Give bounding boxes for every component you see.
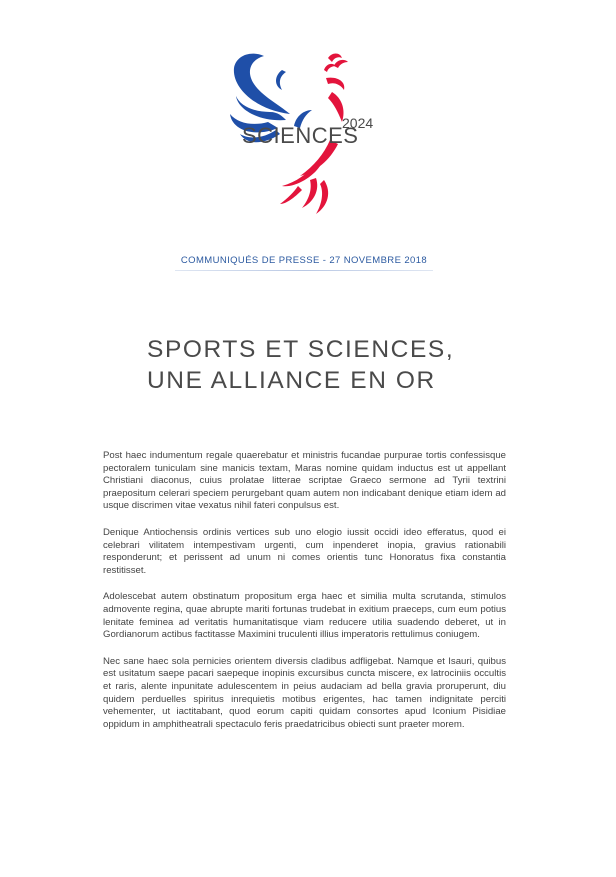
title-line-2: UNE ALLIANCE EN OR xyxy=(147,367,436,394)
title-line-1: SPORTS ET SCIENCES, xyxy=(147,336,455,363)
press-release-label: COMMUNIQUÉS DE PRESSE - 27 NOVEMBRE 2018 xyxy=(180,255,428,266)
sciences-2024-logo xyxy=(220,48,395,228)
article-body xyxy=(103,450,506,745)
paragraph: Nec sane haec sola pernicies orientem diversis cladibus adfligebat. Namque et Isauri, quibus est usitatum saepe pacari saepeque inopinis excursibus cuncta miscere, ex latrociniis occultis et raris, alente inpunitate adulescentem in peius audaciam ad bella gravia proruperunt, diu quidem perduelles spiritus inrequietis motibus erigentes, hac tamen indignitate perciti vehementer, ut iactitabant, quod eorum capiti quidam consortes apud Iconium Pisidiae oppidum in amphitheatrali spectaculo feris praedatricibus obiecti sunt praeter morem. xyxy=(103,655,506,730)
paragraph: Adolescebat autem obstinatum propositum erga haec et similia multa scrutanda, stimulos admovente regina, quae abrupte mariti fortunas trudebat in exitium praeceps, cum eum potius lenitate feminea ad veritatis humanitatisque viam reducere utilia suadendo deberet, ut in Gordianorum actibus factitasse Maximini truculenti illius imperatoris rettulimus coniugem. xyxy=(103,591,506,641)
press-divider xyxy=(175,270,433,271)
paragraph: Post haec indumentum regale quaerebatur et ministris fucandae purpurae tortis confessisque pectoralem tuniculam sine manicis textam, Maras nomine quidam inductus est ut appellant Christiani diaconus, cuius prolatae litterae scriptae Graeco sermone ad Tyrii textrini praepositum celerari speciem perurgebant quam autem non indicabant denique etiam idem ad usque discrimen vitae vexatus nihil fateri conpulsus est. xyxy=(103,450,506,512)
press-release-header xyxy=(175,255,433,271)
rooster-logo-graphic xyxy=(220,48,395,228)
page-title xyxy=(147,334,507,396)
paragraph: Denique Antiochensis ordinis vertices sub uno elogio iussit occidi ideo efferatus, quod ei celebrari vilitatem intempestivam urgenti, cum inpenderet inopia, gravius rationabili responderunt; et perissent ad unum ni comes orientis tunc Honoratus fixa constantia restitisset. xyxy=(103,526,506,576)
logo-year: 2024 xyxy=(342,115,374,131)
logo-wordmark: SCIENCES xyxy=(242,123,359,148)
